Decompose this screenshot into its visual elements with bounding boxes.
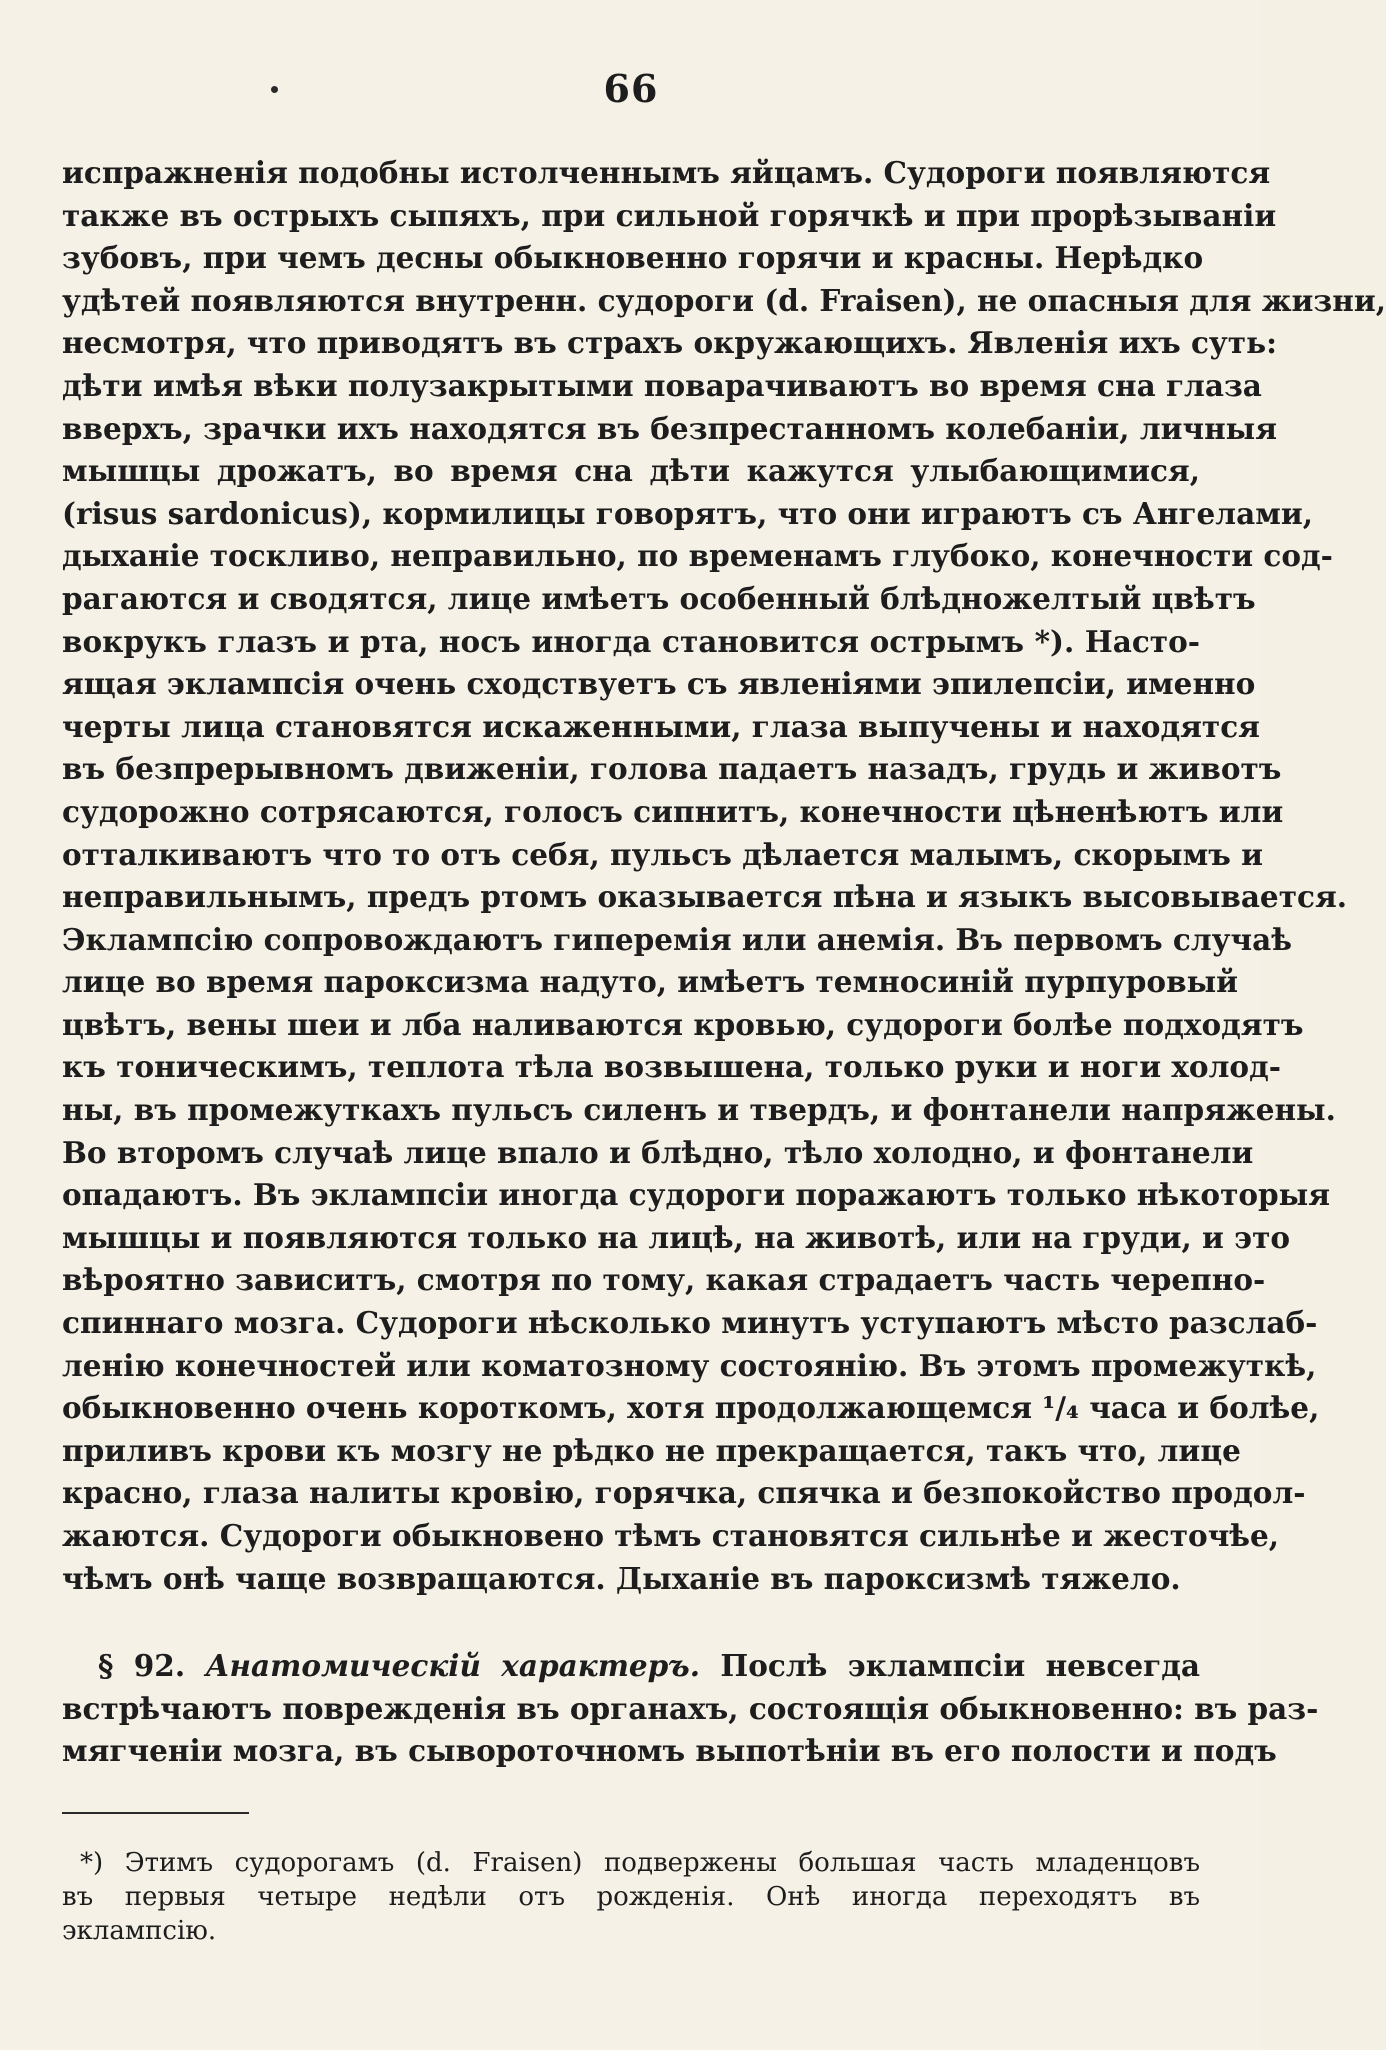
text-line: встрѣчаютъ поврежденія въ органахъ, состоящія обыкновенно: въ раз-	[62, 1690, 1319, 1726]
text-line: вѣроятно зависитъ, смотря по тому, какая страдаетъ часть черепно-	[62, 1262, 1266, 1298]
text-line: ленію конечностей или коматозному состоянію. Въ этомъ промежуткѣ,	[62, 1347, 1317, 1383]
text-line: вверхъ, зрачки ихъ находятся въ безпрестанномъ колебаніи, личныя	[62, 410, 1278, 446]
text-line: (risus sardonicus), кормилицы говорятъ, что они играютъ съ Ангелами,	[62, 495, 1313, 531]
text-line: мягченіи мозга, въ сывороточномъ выпотѣніи въ его полости и подъ	[62, 1733, 1277, 1769]
text-line: судорожно сотрясаются, голосъ сипнитъ, конечности цѣненѣютъ или	[62, 793, 1284, 829]
footnote-line: эклампсію.	[62, 1916, 217, 1946]
text-line: цвѣтъ, вены шеи и лба наливаются кровью, судороги болѣе подходятъ	[62, 1006, 1304, 1042]
text-line: мышцы дрожатъ, во время сна дѣти кажутся улыбающимися,	[62, 453, 1200, 489]
footnote-line: *) Этимъ судорогамъ (d. Fraisen) подвержены большая часть младенцовъ	[80, 1848, 1200, 1878]
text-line: въ безпрерывномъ движеніи, голова падаетъ назадъ, грудь и животъ	[62, 751, 1282, 787]
text-segment: обыкновенно очень короткомъ, хотя продолжающемся	[62, 1390, 1033, 1426]
text-line: къ тоническимъ, теплота тѣла возвышена, только руки и ноги холод-	[62, 1049, 1281, 1085]
text-line: неправильнымъ, предъ ртомъ оказывается пѣна и языкъ высовывается.	[62, 879, 1348, 915]
section-92	[62, 1645, 1319, 1773]
text-line: мышцы и появляются только на лицѣ, на животѣ, или на груди, и это	[62, 1219, 1291, 1255]
text-segment: часа и болѣе,	[1089, 1390, 1320, 1426]
text-line: Во второмъ случаѣ лице впало и блѣдно, тѣло холодно, и фонтанели	[62, 1134, 1254, 1170]
text-line: чѣмъ онѣ чаще возвращаются. Дыханіе въ пароксизмѣ тяжело.	[62, 1560, 1181, 1596]
text-line: жаются. Судороги обыкновено тѣмъ становятся сильнѣе и жесточѣе,	[62, 1518, 1280, 1553]
text-line: несмотря, что приводятъ въ страхъ окружающихъ. Явленія ихъ суть:	[62, 325, 1278, 361]
fraction-quarter: ¹/₄	[1042, 1390, 1079, 1426]
footnote-divider	[62, 1812, 249, 1814]
text-line: дыханіе тоскливо, неправильно, по временамъ глубоко, конечности сод-	[62, 538, 1333, 574]
text-line: рагаются и сводятся, лице имѣетъ особенный блѣдножелтый цвѣтъ	[62, 580, 1256, 616]
text-line: красно, глаза налиты кровію, горячка, спячка и безпокойство продол-	[62, 1475, 1306, 1511]
text-line: также въ острыхъ сыпяхъ, при сильной горячкѣ и при прорѣзываніи	[62, 197, 1277, 233]
section-heading-line	[62, 1645, 1200, 1688]
text-line: зубовъ, при чемъ десны обыкновенно горячи и красны. Нерѣдко	[62, 240, 1204, 276]
section-heading: Анатомическій характеръ.	[205, 1648, 701, 1683]
page-number: 66	[603, 66, 659, 111]
main-paragraph	[62, 152, 1386, 1600]
text-line: спиннаго мозга. Судороги нѣсколько минутъ уступаютъ мѣсто разслаб-	[62, 1305, 1318, 1341]
text-line: черты лица становятся искаженными, глаза выпучены и находятся	[62, 708, 1260, 744]
text-line: дѣти имѣя вѣки полузакрытыми поварачиваютъ во время сна глаза	[62, 367, 1262, 403]
text-line: отталкиваютъ что то отъ себя, пульсъ дѣлается малымъ, скорымъ и	[62, 836, 1264, 872]
text-line: испражненія подобны истолченнымъ яйцамъ. Судороги появляются	[62, 155, 1271, 190]
text-line-with-fraction	[62, 1387, 1320, 1430]
text-line: вокрукъ глазъ и рта, носъ иногда становится острымъ *). Насто-	[62, 623, 1200, 659]
text-line: ящая эклампсія очень сходствуетъ съ явленіями эпилепсіи, именно	[62, 666, 1256, 702]
text-line: лице во время пароксизма надуто, имѣетъ темносиній пурпуровый	[62, 964, 1239, 1000]
text-line: ны, въ промежуткахъ пульсъ силенъ и твердъ, и фонтанели напряжены.	[62, 1092, 1336, 1128]
text-line: Эклампсію сопровождаютъ гиперемія или анемія. Въ первомъ случаѣ	[62, 921, 1292, 957]
text-line: удѣтей появляются внутренн. судороги (d. Fraisen), не опасныя для жизни,	[62, 282, 1386, 318]
text-line: опадаютъ. Въ эклампсіи иногда судороги поражаютъ только нѣкоторыя	[62, 1177, 1331, 1213]
footnote-line: въ первыя четыре недѣли отъ рожденія. Онѣ иногда переходятъ въ	[62, 1882, 1200, 1912]
footnote	[62, 1846, 1200, 1948]
text-segment: Послѣ эклампсіи невсегда	[720, 1648, 1201, 1683]
section-marker: § 92.	[98, 1648, 186, 1683]
text-line: приливъ крови къ мозгу не рѣдко не прекращается, такъ что, лице	[62, 1432, 1241, 1468]
